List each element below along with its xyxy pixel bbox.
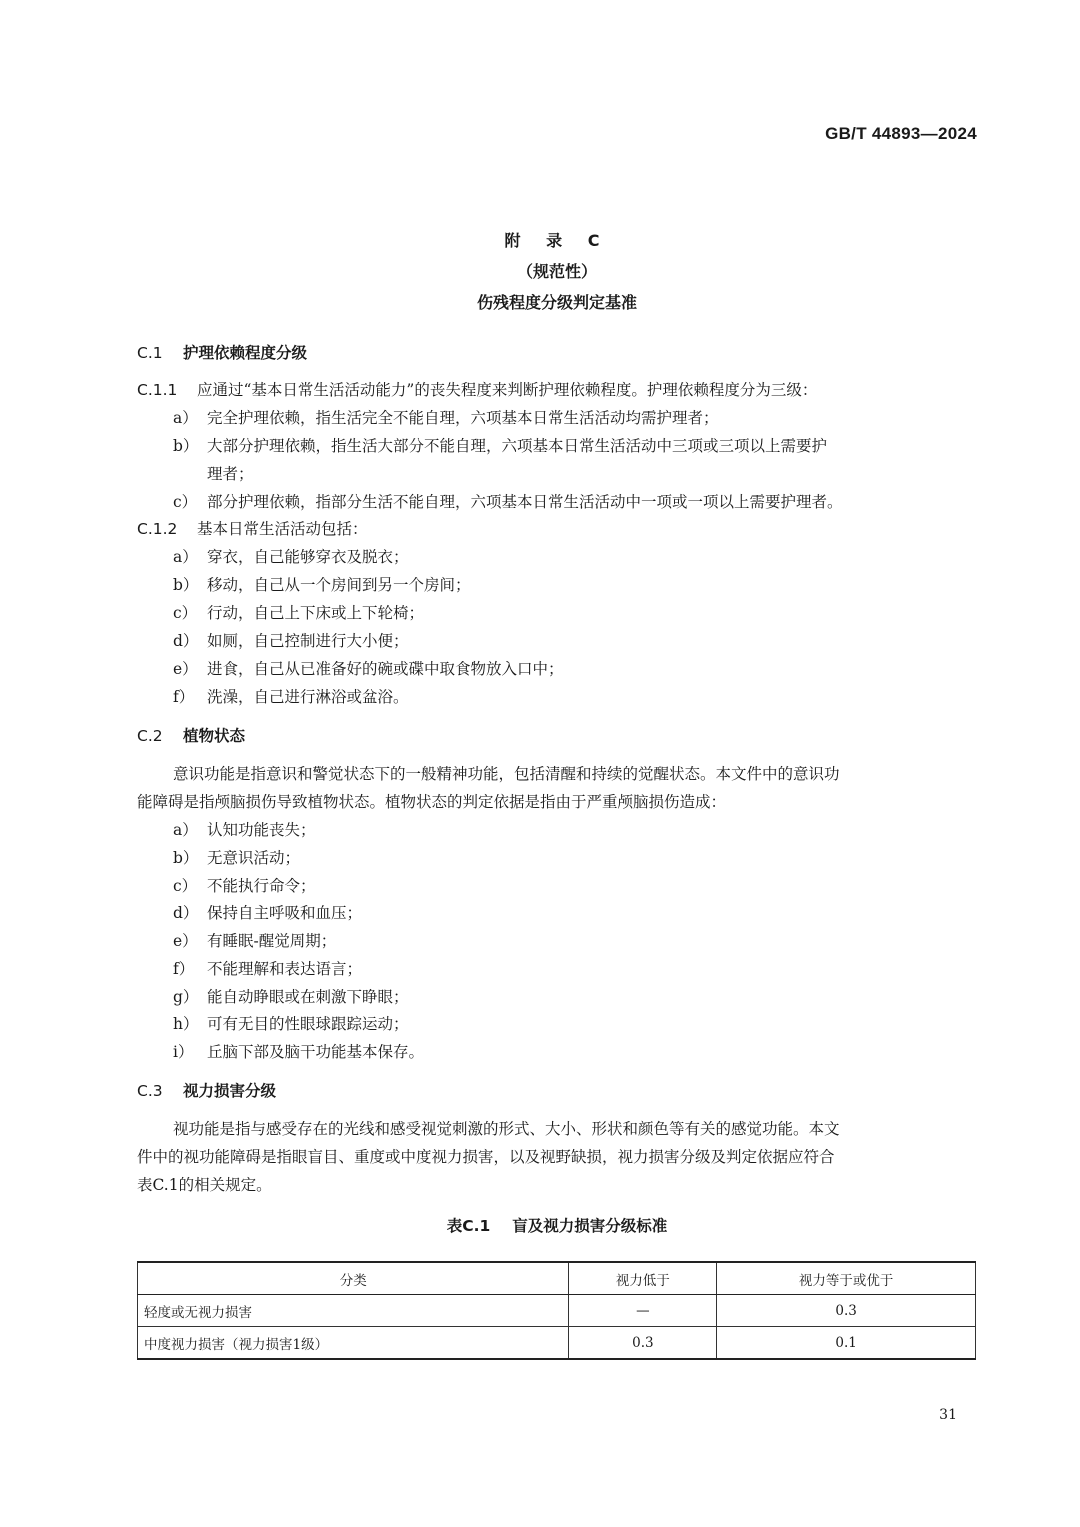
clause-number: C.1.1	[137, 381, 178, 399]
list-item	[173, 631, 409, 651]
list-item	[173, 959, 362, 979]
section-title: 护理依赖程度分级	[183, 344, 308, 362]
item-text: 完全护理依赖，指生活完全不能自理，六项基本日常生活活动均需护理者；	[207, 409, 719, 427]
item-text: 行动，自己上下床或上下轮椅；	[207, 604, 425, 622]
list-item	[173, 903, 362, 923]
item-text: 大部分护理依赖，指生活大部分不能自理，六项基本日常生活活动中三项或三项以上需要护	[207, 437, 828, 455]
list-item	[173, 603, 424, 623]
list-item	[173, 931, 336, 951]
list-item	[173, 492, 843, 512]
item-text: 部分护理依赖，指部分生活不能自理，六项基本日常生活活动中一项或一项以上需要护理者。	[207, 493, 843, 511]
section-title: 植物状态	[183, 727, 246, 745]
section-heading-c1	[137, 343, 307, 363]
vision-impairment-table	[137, 1261, 976, 1360]
section-title: 视力损害分级	[183, 1082, 277, 1100]
list-item	[173, 820, 316, 840]
table-cell: 0.3	[569, 1327, 717, 1360]
appendix-title: 附 录 C	[504, 231, 610, 250]
item-marker: f）	[173, 688, 195, 706]
appendix-subject: 伤残程度分级判定基准	[476, 293, 637, 312]
item-text: 认知功能丧失；	[207, 821, 316, 839]
section-number: C.3	[137, 1082, 163, 1100]
clause-number: C.1.2	[137, 520, 178, 538]
item-marker: i）	[173, 1043, 194, 1061]
table-row	[138, 1295, 976, 1327]
list-item	[173, 848, 300, 868]
item-marker: a）	[173, 409, 198, 427]
section-heading-c2	[137, 726, 245, 746]
paragraph-line: 视功能是指与感受存在的光线和感受视觉刺激的形式、大小、形状和颜色等有关的感觉功能。本文	[173, 1120, 840, 1138]
item-text: 能自动睁眼或在刺激下睁眼；	[207, 988, 409, 1006]
table-caption-title: 盲及视力损害分级标准	[512, 1217, 668, 1235]
item-marker: e）	[173, 932, 198, 950]
item-text: 不能理解和表达语言；	[207, 960, 363, 978]
clause-text: 基本日常生活活动包括：	[197, 520, 368, 538]
standard-code: GB/T 44893—2024	[825, 124, 977, 143]
table-cell: 轻度或无视力损害	[138, 1295, 569, 1327]
table-row	[138, 1327, 976, 1360]
list-item	[173, 687, 409, 707]
item-marker: c）	[173, 877, 198, 895]
item-text: 穿衣，自己能够穿衣及脱衣；	[207, 548, 409, 566]
item-marker: g）	[173, 988, 199, 1006]
item-marker: a）	[173, 821, 198, 839]
item-marker: b）	[173, 437, 199, 455]
appendix-type: （规范性）	[516, 262, 597, 281]
list-item	[173, 547, 409, 567]
item-text: 无意识活动；	[207, 849, 301, 867]
list-item	[173, 659, 564, 679]
item-marker: h）	[173, 1015, 199, 1033]
item-text: 有睡眠-醒觉周期；	[207, 932, 337, 950]
item-text: 保持自主呼吸和血压；	[207, 904, 363, 922]
paragraph-line: 能障碍是指颅脑损伤导致植物状态。植物状态的判定依据是指由于严重颅脑损伤造成：	[137, 793, 727, 811]
item-text: 进食，自己从已准备好的碗或碟中取食物放入口中；	[207, 660, 564, 678]
table-caption	[0, 1214, 1080, 1236]
list-item	[173, 408, 719, 428]
column-header: 分类	[138, 1262, 569, 1295]
column-header: 视力等于或优于	[717, 1262, 976, 1295]
column-header: 视力低于	[569, 1262, 717, 1295]
item-marker: c）	[173, 604, 198, 622]
item-text: 洗澡，自己进行淋浴或盆浴。	[207, 688, 409, 706]
list-item	[173, 575, 471, 595]
table-cell: 0.1	[717, 1327, 976, 1360]
list-item-continuation: 理者；	[207, 465, 254, 483]
table-cell: 中度视力损害（视力损害1级）	[138, 1327, 569, 1360]
item-marker: d）	[173, 632, 199, 650]
item-marker: e）	[173, 660, 198, 678]
paragraph-line: 意识功能是指意识和警觉状态下的一般精神功能，包括清醒和持续的觉醒状态。本文件中的意识功	[173, 765, 840, 783]
item-marker: c）	[173, 493, 198, 511]
list-item	[173, 987, 409, 1007]
list-item	[173, 436, 827, 456]
clause-text: 应通过“基本日常生活活动能力”的丧失程度来判断护理依赖程度。护理依赖程度分为三级：	[197, 381, 818, 399]
item-marker: f）	[173, 960, 195, 978]
list-item	[173, 1042, 424, 1062]
list-item	[173, 876, 316, 896]
page-number: 31	[939, 1407, 957, 1423]
list-item	[173, 1014, 409, 1034]
section-heading-c3	[137, 1081, 276, 1101]
item-marker: d）	[173, 904, 199, 922]
item-text: 移动，自己从一个房间到另一个房间；	[207, 576, 471, 594]
clause-c1-1	[137, 380, 817, 400]
paragraph-line: 表C.1的相关规定。	[137, 1176, 272, 1194]
table-cell: 0.3	[717, 1295, 976, 1327]
table-cell: —	[569, 1295, 717, 1327]
section-number: C.1	[137, 344, 163, 362]
table-header-row	[138, 1262, 976, 1295]
item-text: 如厕，自己控制进行大小便；	[207, 632, 409, 650]
item-marker: b）	[173, 849, 199, 867]
item-text: 可有无目的性眼球跟踪运动；	[207, 1015, 409, 1033]
item-marker: b）	[173, 576, 199, 594]
item-text: 丘脑下部及脑干功能基本保存。	[207, 1043, 425, 1061]
item-marker: a）	[173, 548, 198, 566]
table-caption-number: 表C.1	[446, 1217, 491, 1235]
paragraph-line: 件中的视功能障碍是指眼盲目、重度或中度视力损害，以及视野缺损，视力损害分级及判定依据应符合	[137, 1148, 835, 1166]
clause-c1-2	[137, 519, 368, 539]
item-text: 不能执行命令；	[207, 877, 316, 895]
section-number: C.2	[137, 727, 163, 745]
